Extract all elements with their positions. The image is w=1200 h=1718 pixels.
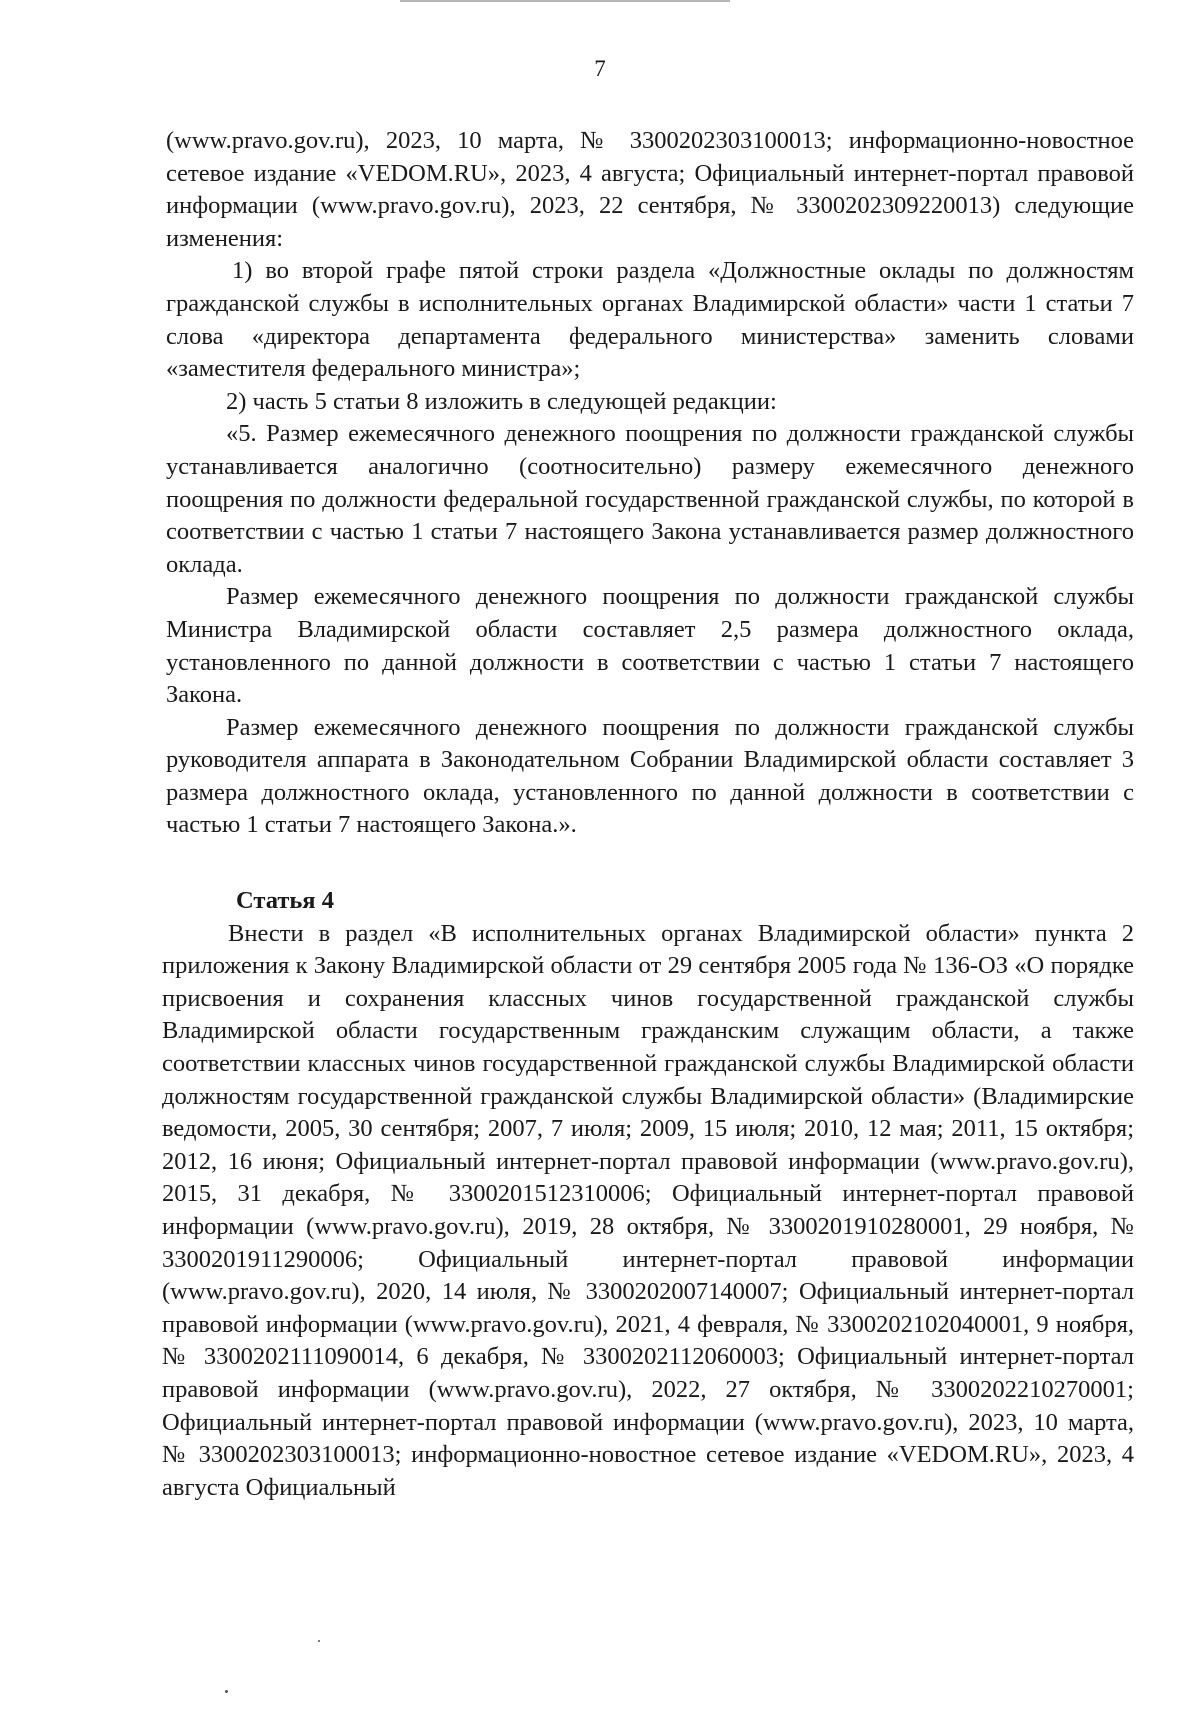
scan-edge-line xyxy=(400,0,730,2)
paragraph-amendment-1: 1) во второй графе пятой строки раздела «Должностные оклады по должностям гражданской службы в исполнительных органах Владимирской области» части 1 статьи 7 слова «директора департамента федерального министерства» заменить словами «заместителя федерального министра»; xyxy=(166,257,1134,383)
paragraph-part-5: «5. Размер ежемесячного денежного поощрения по должности гражданской службы устанавливается аналогично (соотносительно) размеру ежемесячного денежного поощрения по должности федеральной государственной гражданской службы, по которой в соответствии с частью 1 статьи 7 настоящего Закона устанавливается размер должностного оклада. xyxy=(166,420,1134,578)
amendments-block xyxy=(166,125,1134,842)
scan-speck xyxy=(225,1690,228,1693)
paragraph-amendment-2: 2) часть 5 статьи 8 изложить в следующей редакции: xyxy=(226,387,777,415)
paragraph-minister-bonus: Размер ежемесячного денежного поощрения по должности гражданской службы Министра Владимирской области составляет 2,5 размера должностного оклада, установленного по данной должности в соответствии с частью 1 статьи 7 настоящего Закона. xyxy=(166,583,1134,709)
article-heading: Статья 4 xyxy=(236,887,334,914)
article-4-body: Внести в раздел «В исполнительных органах Владимирской области» пункта 2 приложения к Закону Владимирской области от 29 сентября 2005 года № 136-ОЗ «О порядке присвоения и сохранения классных чинов государственной гражданской службы Владимирской области государственным гражданским служащим области, а также соответствии классных чинов государственной гражданской службы Владимирской области должностям государственной гражданской службы Владимирской области» (Владимирские ведомости, 2005, 30 сентября; 2007, 7 июля; 2009, 15 июля; 2010, 12 мая; 2011, 15 октября; 2012, 16 июня; Официальный интернет-портал правовой информации (www.pravo.gov.ru), 2015, 31 декабря, № 3300201512310006; Официальный интернет-портал правовой информации (www.pravo.gov.ru), 2019, 28 октября, № 3300201910280001, 29 ноября, № 3300201911290006; Официальный интернет-портал правовой информации (www.pravo.gov.ru), 2020, 14 июля, № 3300202007140007; Официальный интернет-портал правовой информации (www.pravo.gov.ru), 2021, 4 февраля, № 3300202102040001, 9 ноября, № 3300202111090014, 6 декабря, № 3300202112060003; Официальный интернет-портал правовой информации (www.pravo.gov.ru), 2022, 27 октября, № 3300202210270001; Официальный интернет-портал правовой информации (www.pravo.gov.ru), 2023, 10 марта, № 3300202303100013; информационно-новостное сетевое издание «VEDOM.RU», 2023, 4 августа Официальный xyxy=(162,919,1134,1501)
paragraph-source-citation: (www.pravo.gov.ru), 2023, 10 марта, № 3300202303100013; информационно-новостное сетевое издание «VEDOM.RU», 2023, 4 августа; Официальный интернет-портал правовой информации (www.pravo.gov.ru), 2023, 22 сентября, № 3300202309220013) следующие изменения: xyxy=(166,127,1134,252)
document-body xyxy=(162,125,1134,1501)
page-number: 7 xyxy=(594,56,606,81)
paragraph-apparatus-head-bonus: Размер ежемесячного денежного поощрения по должности гражданской службы руководителя аппарата в Законодательном Собрании Владимирской области составляет 3 размера должностного оклада, установленного по данной должности в соответствии с частью 1 статьи 7 настоящего Закона.». xyxy=(166,713,1134,839)
scan-speck xyxy=(318,1640,320,1642)
article-4-block xyxy=(162,885,1134,1504)
